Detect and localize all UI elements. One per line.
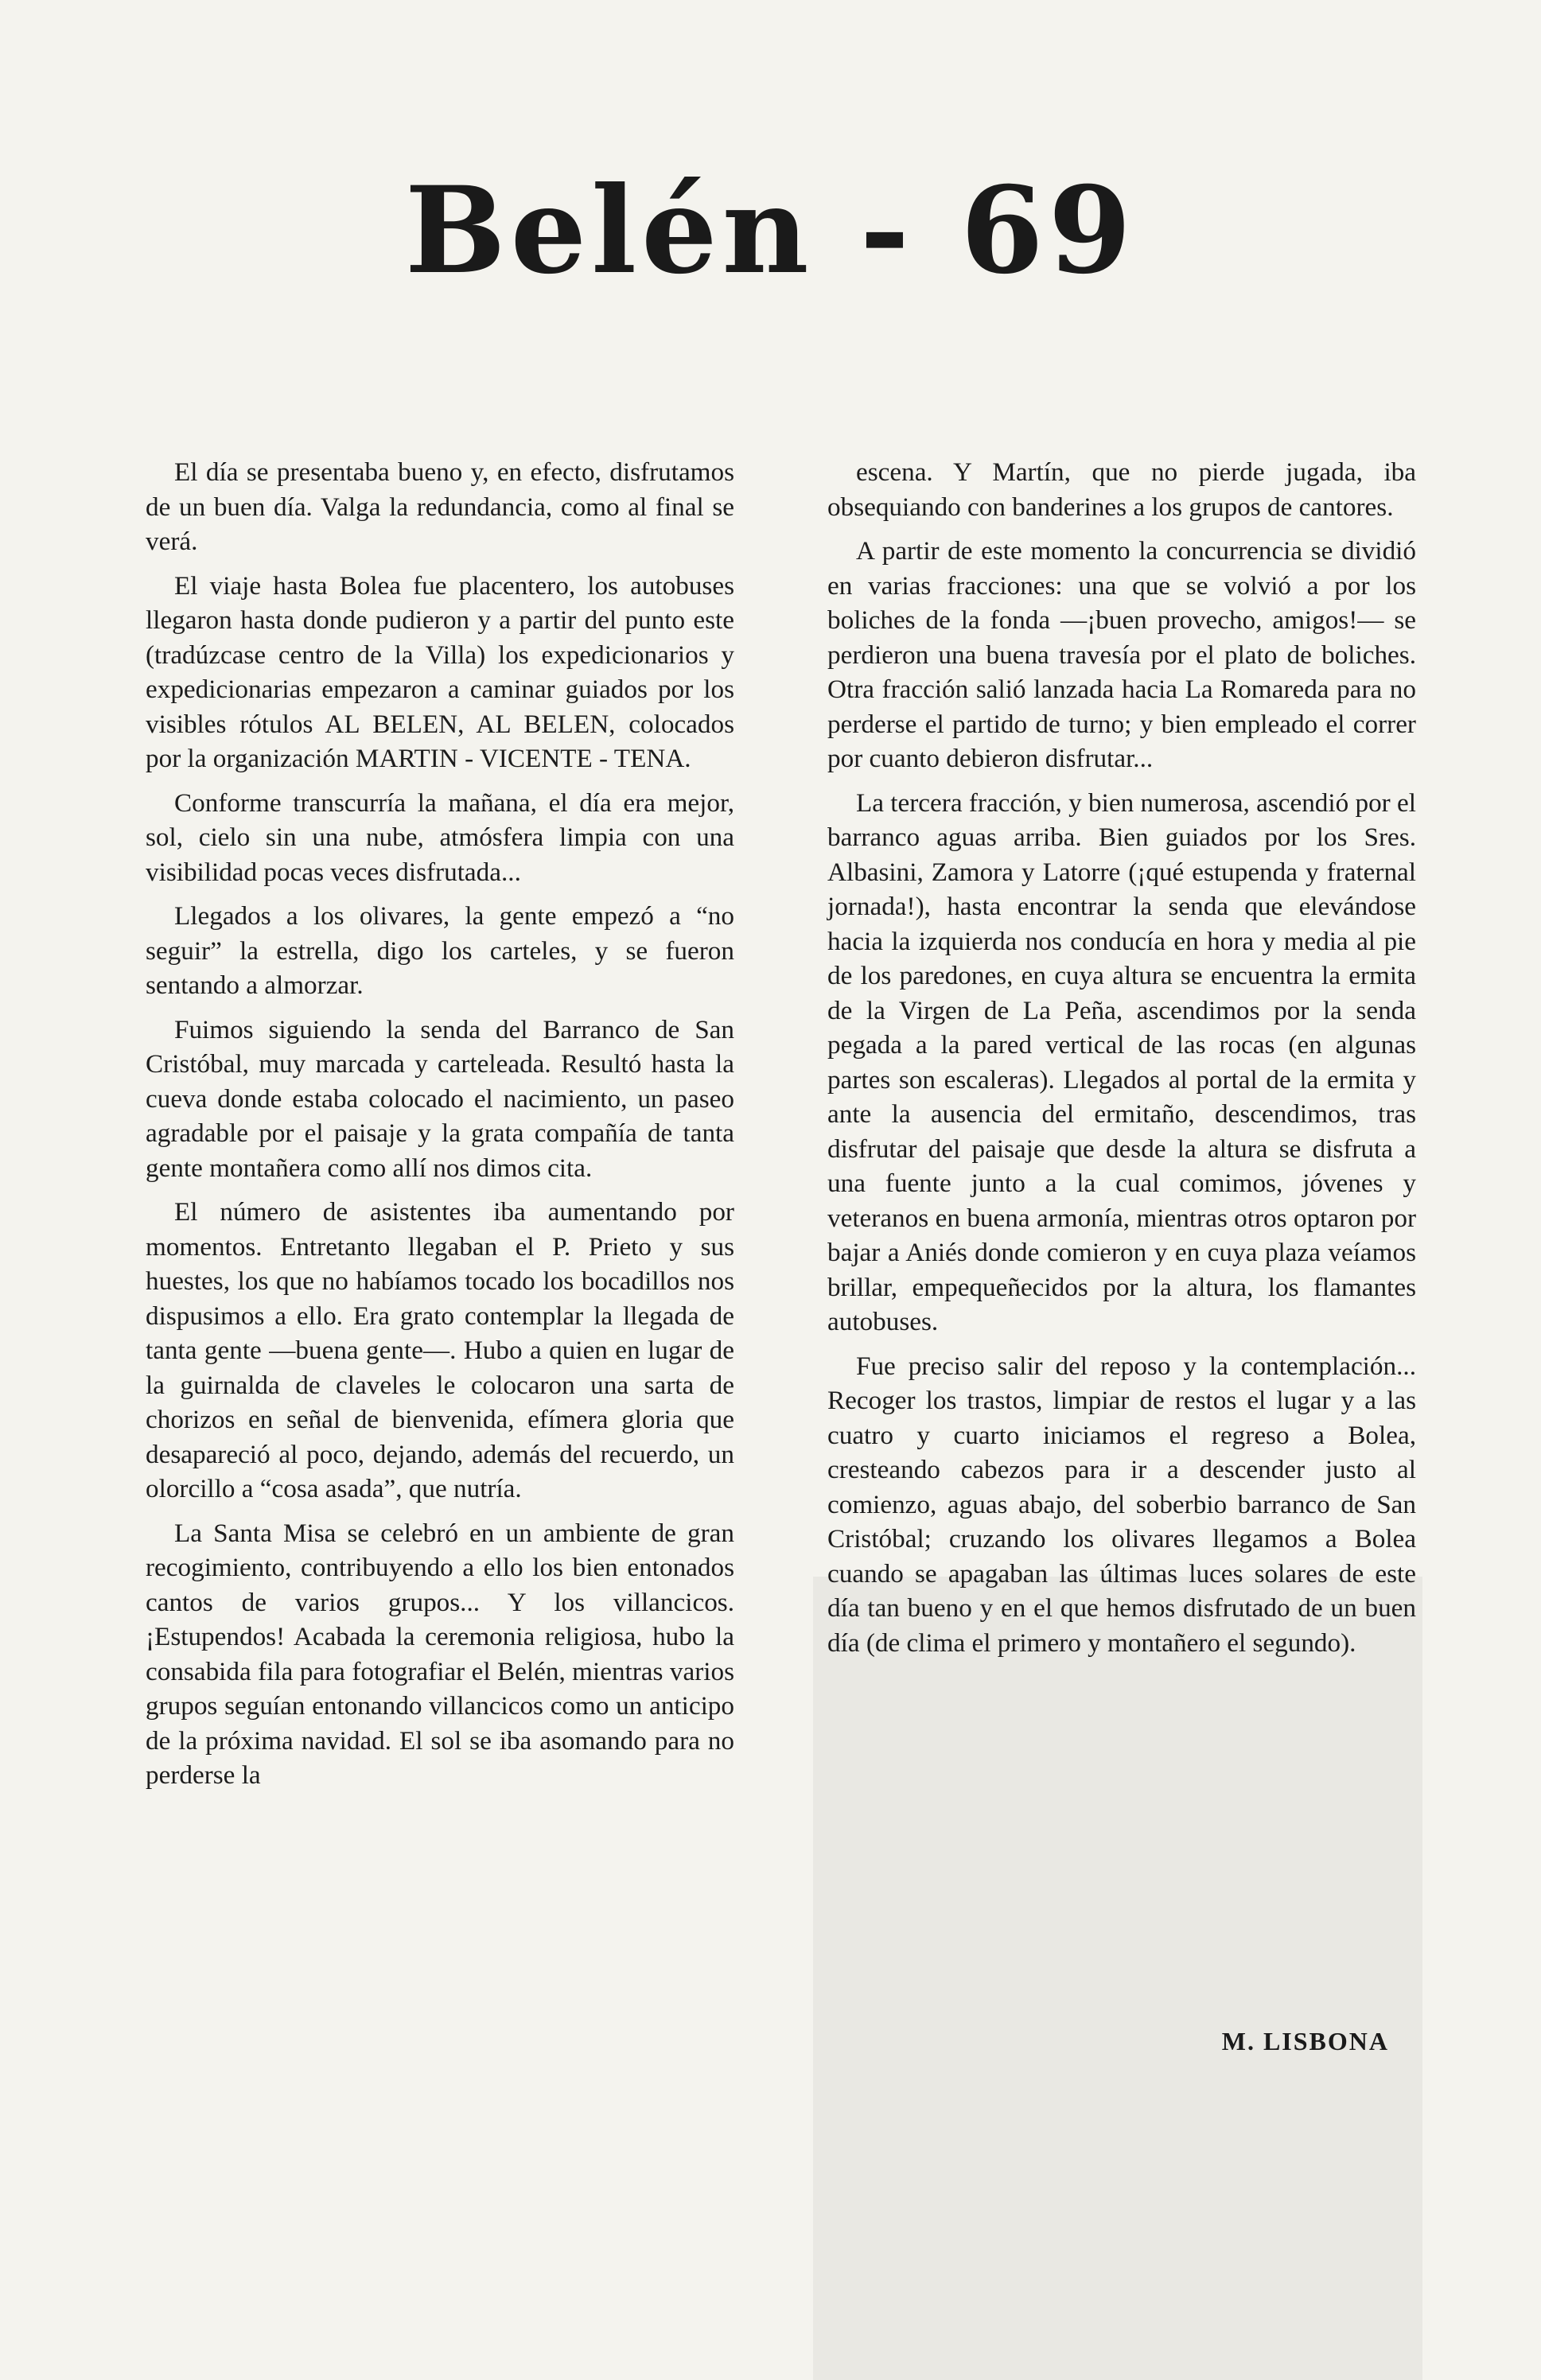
paragraph: El viaje hasta Bolea fue placentero, los autobuses llegaron hasta donde pudieron y a partir del punto este (tradúzcase centro de la Villa) los expedicionarios y expedicionarias empezaron a caminar guiados por los visibles rótulos AL BELEN, AL BELEN, colocados por la organización MARTIN - VICENTE - TENA. bbox=[146, 570, 734, 773]
page-title: Belén - 69 bbox=[404, 161, 1137, 301]
shaded-background bbox=[813, 1577, 1422, 2380]
paragraph: El número de asistentes iba aumentando por momentos. Entretanto llegaban el P. Prieto y sus huestes, los que no habíamos tocado los bocadillos nos dispusimos a ello. Era grato contemplar la llegada de tanta gente —buena gente—. Hubo a quien en lugar de la guirnalda de claveles le colocaron una sarta de chorizos en señal de bienvenida, efímera gloria que desapareció al poco, dejando, además del recuerdo, un olorcillo a “cosa asada”, que nutría. bbox=[146, 1197, 734, 1503]
paragraph: A partir de este momento la concurrencia se dividió en varias fracciones: una que se volvió a por los boliches de la fonda —¡buen provecho, amigos!— se perdieron una buena travesía por el plato de boliches. Otra fracción salió lanzada hacia La Romareda para no perderse el partido de turno; y bien empleado el correr por cuanto debieron disfrutar... bbox=[827, 536, 1416, 773]
paragraph: El día se presentaba bueno y, en efecto, disfrutamos de un buen día. Valga la redundancia, como al final se verá. bbox=[146, 457, 734, 556]
paragraph: Conforme transcurría la mañana, el día era mejor, sol, cielo sin una nube, atmósfera limpia con una visibilidad pocas veces disfrutada... bbox=[146, 788, 734, 887]
paragraph: La Santa Misa se celebró en un ambiente de gran recogimiento, contribuyendo a ello los bien entonados cantos de varios grupos... Y los villancicos. ¡Estupendos! Acabada la ceremonia religiosa, hubo la consabida fila para fotografiar el Belén, mientras varios grupos seguían entonando villancicos como un anticipo de la próxima navidad. El sol se iba asomando para no perderse la bbox=[146, 1518, 734, 1790]
paragraph: Llegados a los olivares, la gente empezó a “no seguir” la estrella, digo los carteles, y se fueron sentando a almorzar. bbox=[146, 901, 734, 1000]
paragraph: escena. Y Martín, que no pierde jugada, iba obsequiando con banderines a los grupos de cantores. bbox=[827, 457, 1416, 522]
author-signature: M. LISBONA bbox=[1221, 2027, 1389, 2055]
paragraph: Fue preciso salir del reposo y la contemplación... Recoger los trastos, limpiar de restos el lugar y a las cuatro y cuarto iniciamos el regreso a Bolea, cresteando cabezos para ir a descender justo al comienzo, aguas abajo, del soberbio barranco de San Cristóbal; cruzando los olivares llegamos a Bolea cuando se apagaban las últimas luces solares de este día tan bueno y en el que hemos disfrutado de un buen día (de clima el primero y montañero el segundo). bbox=[827, 1351, 1416, 1658]
article-column-left bbox=[146, 455, 734, 1802]
article-column-right bbox=[827, 455, 1416, 1670]
paragraph: La tercera fracción, y bien numerosa, ascendió por el barranco aguas arriba. Bien guiados por los Sres. Albasini, Zamora y Latorre (¡qué estupenda y fraternal jornada!), hasta encontrar la senda que elevándose hacia la izquierda nos conducía en hora y media al pie de los paredones, en cuya altura se encuentra la ermita de la Virgen de La Peña, ascendimos por la senda pegada a la pared vertical de las rocas (en algunas partes son escaleras). Llegados al portal de la ermita y ante la ausencia del ermitaño, descendimos, tras disfrutar del paisaje que desde la altura se disfruta a una fuente junto a la cual comimos, jóvenes y veteranos en buena armonía, mientras otros optaron por bajar a Aniés donde comieron y en cuya plaza veíamos brillar, empequeñecidos por la altura, los flamantes autobuses. bbox=[827, 788, 1416, 1336]
paragraph: Fuimos siguiendo la senda del Barranco de San Cristóbal, muy marcada y carteleada. Resultó hasta la cueva donde estaba colocado el nacimiento, un paseo agradable por el paisaje y la grata compañía de tanta gente montañera como allí nos dimos cita. bbox=[146, 1014, 734, 1183]
